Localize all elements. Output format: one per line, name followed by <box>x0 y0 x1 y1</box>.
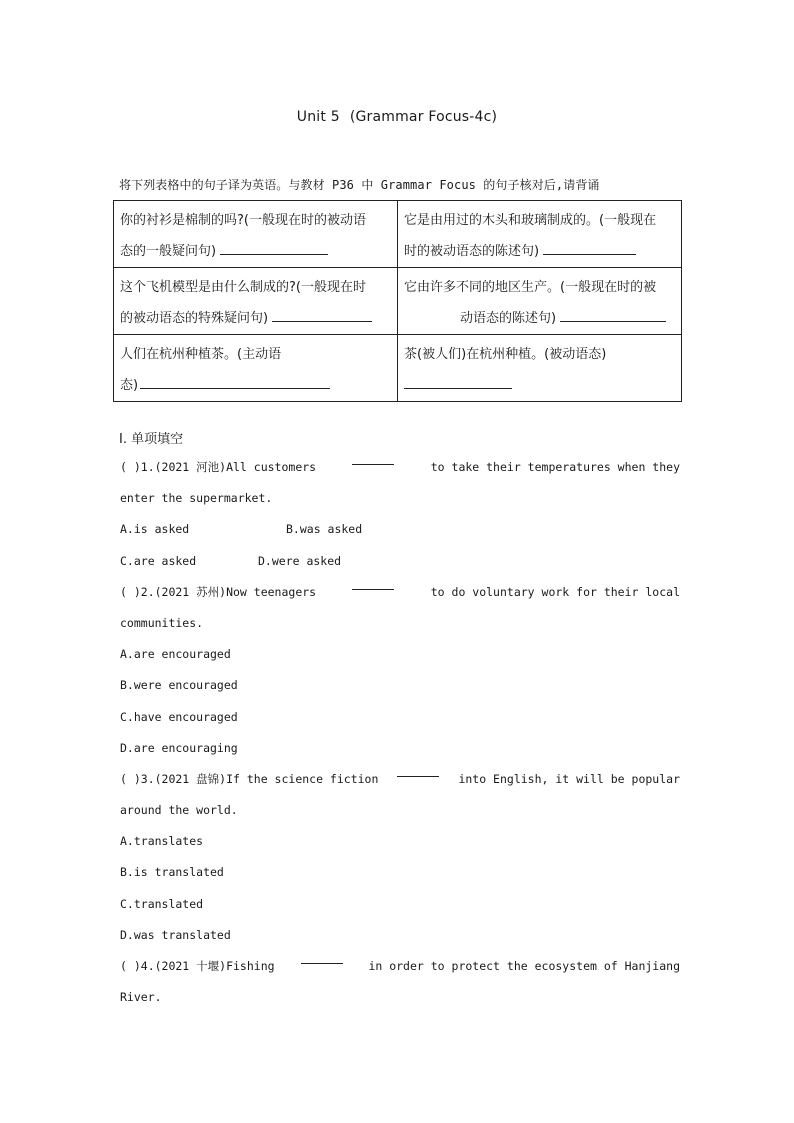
table-row <box>114 201 682 268</box>
cell-text: 茶(被人们)在杭州种植。(被动语态) <box>404 347 607 362</box>
question-stem <box>120 452 680 483</box>
question-continuation: River. <box>120 990 162 1005</box>
cell-text: 的被动语态的特殊疑问句) <box>120 311 269 326</box>
option-a[interactable]: A.is asked <box>120 522 190 537</box>
table-cell <box>398 335 682 402</box>
question-prefix: ( )4.(2021 十堰)Fishing <box>120 959 275 973</box>
question-stem <box>120 951 680 982</box>
option-b[interactable]: B.were encouraged <box>120 678 238 693</box>
option-row <box>120 546 680 577</box>
answer-blank[interactable] <box>220 240 328 255</box>
answer-blank[interactable] <box>397 764 439 777</box>
table-cell <box>114 335 398 402</box>
table-cell <box>398 201 682 268</box>
answer-blank[interactable] <box>352 577 394 590</box>
cell-text: 它由许多不同的地区生产。(一般现在时的被 <box>404 280 657 295</box>
cell-text: 时的被动语态的陈述句) <box>404 244 540 259</box>
cell-text: 态的一般疑问句) <box>120 244 217 259</box>
cell-text: 动语态的陈述句) <box>460 311 557 326</box>
question-suffix: into English, it will be popular <box>458 771 680 786</box>
option-d[interactable]: D.are encouraging <box>120 740 238 755</box>
table-cell <box>398 268 682 335</box>
question-stem <box>120 764 680 795</box>
answer-blank[interactable] <box>560 307 666 322</box>
cell-text: 人们在杭州种植茶。(主动语 <box>120 347 282 362</box>
answer-blank[interactable] <box>272 307 372 322</box>
question-prefix: ( )3.(2021 盘锦)If the science fiction <box>120 771 379 786</box>
question-continuation: communities. <box>120 615 204 630</box>
unit-subtitle: (Grammar Focus-4c) <box>349 109 498 125</box>
unit-label: Unit 5 <box>296 109 340 125</box>
option-c[interactable]: C.translated <box>120 896 204 911</box>
section-heading: Ⅰ. 单项填空 <box>119 432 184 447</box>
instruction-text: 将下列表格中的句子译为英语。与教材 P36 中 Grammar Focus 的句子核对后,请背诵 <box>119 178 600 192</box>
option-b[interactable]: B.is translated <box>120 865 224 880</box>
page-title <box>0 109 794 125</box>
question-stem <box>120 577 680 608</box>
table-cell <box>114 201 398 268</box>
question-list <box>120 452 680 1013</box>
question-suffix: in order to protect the ecosystem of Hanjiang <box>368 959 680 973</box>
translation-table <box>113 200 682 402</box>
question-suffix: to do voluntary work for their local <box>430 584 680 599</box>
option-row <box>120 514 680 545</box>
cell-text: 这个飞机模型是由什么制成的?(一般现在时 <box>120 280 366 295</box>
option-a[interactable]: A.translates <box>120 834 204 849</box>
question-continuation: enter the supermarket. <box>120 491 273 506</box>
cell-text: 态) <box>120 378 139 393</box>
option-d[interactable]: D.was translated <box>120 927 231 942</box>
answer-blank[interactable] <box>301 951 343 964</box>
answer-blank[interactable] <box>352 452 394 465</box>
answer-blank[interactable] <box>404 374 512 389</box>
option-b[interactable]: B.was asked <box>286 522 363 537</box>
question-suffix: to take their temperatures when they <box>430 460 680 474</box>
answer-blank[interactable] <box>140 374 330 389</box>
option-c[interactable]: C.have encouraged <box>120 709 238 724</box>
option-a[interactable]: A.are encouraged <box>120 647 231 662</box>
answer-blank[interactable] <box>543 240 636 255</box>
question-prefix: ( )1.(2021 河池)All customers <box>120 460 317 474</box>
option-c[interactable]: C.are asked <box>120 553 197 568</box>
option-d[interactable]: D.were asked <box>258 553 342 568</box>
table-cell <box>114 268 398 335</box>
question-prefix: ( )2.(2021 苏州)Now teenagers <box>120 584 317 599</box>
question-continuation: around the world. <box>120 803 238 818</box>
cell-text: 你的衬衫是棉制的吗?(一般现在时的被动语 <box>120 213 366 228</box>
table-row <box>114 335 682 402</box>
table-row <box>114 268 682 335</box>
cell-text: 它是由用过的木头和玻璃制成的。(一般现在 <box>404 213 657 228</box>
